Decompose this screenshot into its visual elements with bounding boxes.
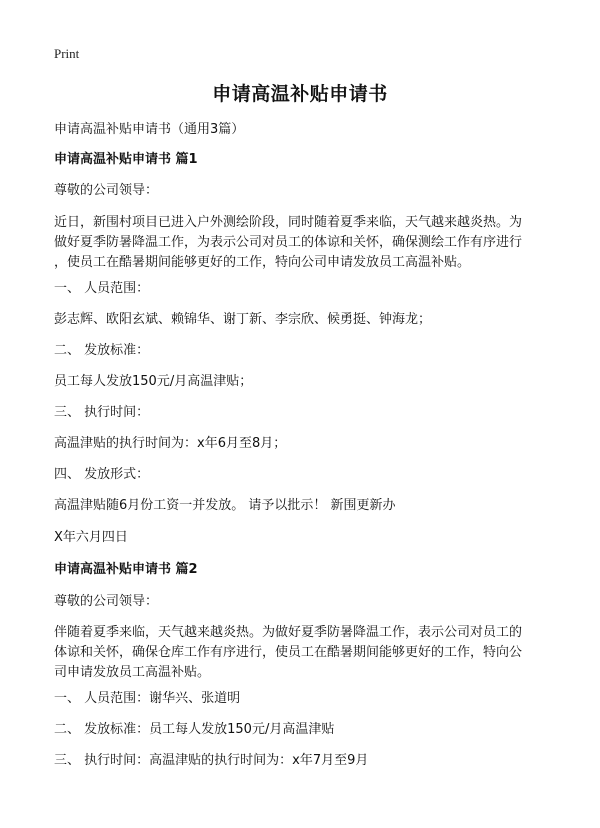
section1-item2-value: 员工每人发放150元/月高温津贴； bbox=[54, 374, 253, 389]
section2-item2: 二、 发放标准：员工每人发放150元/月高温津贴 bbox=[54, 722, 335, 737]
print-link[interactable]: Print bbox=[54, 46, 80, 61]
section1-item1-label: 一、 人员范围： bbox=[54, 281, 150, 296]
section2-item3: 三、 执行时间：高温津贴的执行时间为：x年7月至9月 bbox=[54, 753, 369, 768]
section1-heading: 申请高温补贴申请书 篇1 bbox=[54, 152, 198, 167]
section2-item1: 一、 人员范围：谢华兴、张道明 bbox=[54, 691, 241, 706]
section1-body-line: ，使员工在酷暑期间能够更好的工作，特向公司申请发放员工高温补贴。 bbox=[54, 255, 471, 270]
section1-item2-label: 二、 发放标准： bbox=[54, 343, 150, 358]
section2-salutation: 尊敬的公司领导： bbox=[54, 594, 159, 609]
section1-date: X年六月四日 bbox=[54, 530, 128, 545]
section2-body-line: 体谅和关怀，确保仓库工作有序进行，使员工在酷暑期间能够更好的工作，特向公 bbox=[54, 645, 523, 660]
section1-item3-label: 三、 执行时间： bbox=[54, 405, 150, 420]
section2-body-line: 司申请发放员工高温补贴。 bbox=[54, 665, 211, 680]
page-title: 申请高温补贴申请书 bbox=[212, 83, 388, 105]
section2-body bbox=[54, 623, 554, 683]
document-subtitle: 申请高温补贴申请书（通用3篇） bbox=[54, 122, 245, 137]
section1-item1-value: 彭志辉、欧阳玄斌、赖锦华、谢丁新、李宗欣、候勇挺、钟海龙； bbox=[54, 312, 432, 327]
section2-heading: 申请高温补贴申请书 篇2 bbox=[54, 562, 198, 577]
section1-item3-value: 高温津贴的执行时间为：x年6月至8月； bbox=[54, 436, 287, 451]
section1-item4-value: 高温津贴随6月份工资一并发放。 请予以批示！ 新围更新办 bbox=[54, 498, 396, 513]
section1-body bbox=[54, 213, 554, 273]
section2-body-line: 伴随着夏季来临，天气越来越炎热。为做好夏季防暑降温工作，表示公司对员工的 bbox=[54, 625, 523, 640]
section1-item4-label: 四、 发放形式： bbox=[54, 467, 150, 482]
section1-body-line: 做好夏季防暑降温工作，为表示公司对员工的体谅和关怀，确保测绘工作有序进行 bbox=[54, 235, 523, 250]
section1-salutation: 尊敬的公司领导： bbox=[54, 183, 159, 198]
section1-body-line: 近日，新围村项目已进入户外测绘阶段，同时随着夏季来临，天气越来越炎热。为 bbox=[54, 215, 523, 230]
